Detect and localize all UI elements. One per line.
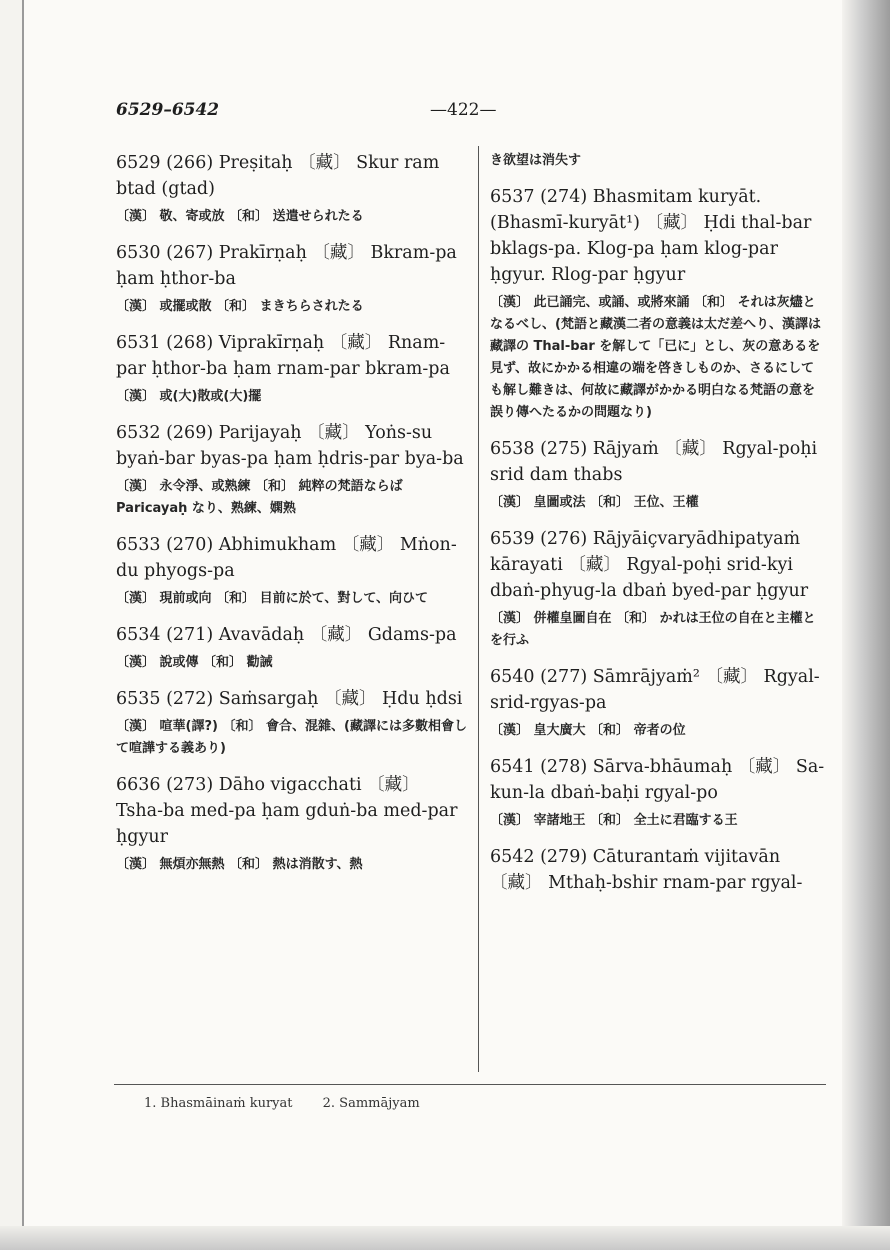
entry-translation: 〔漢〕 無煩亦無熱 〔和〕 熱は消散す、熱	[116, 857, 363, 872]
entry-head: 6534 (271) Avavādaḥ 〔藏〕 Gdams-pa	[116, 625, 457, 645]
dictionary-entry	[490, 526, 826, 652]
entry-translation: 〔漢〕 喧華(譯?) 〔和〕 會合、混雜、(藏譯には多數相會して喧譁する義あり)	[116, 719, 467, 756]
left-column	[116, 150, 468, 888]
page-edge-bottom	[0, 1226, 890, 1250]
column-divider	[478, 146, 479, 1072]
entry-translation: 〔漢〕 說或傳 〔和〕 勸誡	[116, 655, 273, 670]
dictionary-entry	[116, 150, 468, 228]
dictionary-entry	[490, 664, 826, 742]
dictionary-entry	[116, 420, 468, 520]
dictionary-entry	[116, 622, 468, 674]
dictionary-entry	[490, 844, 826, 896]
entry-head: 6531 (268) Viprakīrṇaḥ 〔藏〕 Rnam-par ḥthor-ba ḥam rnam-par bkram-pa	[116, 333, 450, 379]
entry-translation: 〔漢〕 皇圖或法 〔和〕 王位、王權	[490, 495, 699, 510]
page-number: —422—	[430, 100, 497, 120]
dictionary-entry	[116, 240, 468, 318]
page-range-header: 6529–6542	[116, 100, 220, 120]
entry-head: 6533 (270) Abhimukham 〔藏〕 Mṅon-du phyogs-pa	[116, 535, 457, 581]
dictionary-entry	[116, 772, 468, 876]
right-column	[490, 150, 826, 908]
dictionary-entry	[490, 184, 826, 424]
entry-translation: 〔漢〕 宰諸地王 〔和〕 全土に君臨する王	[490, 813, 738, 828]
entry-head: 6532 (269) Parijayaḥ 〔藏〕 Yoṅs-su byaṅ-bar byas-pa ḥam ḥdris-par bya-ba	[116, 423, 464, 469]
entry-head: 6540 (277) Sāmrājyaṁ² 〔藏〕 Rgyal-srid-rgyas-pa	[490, 667, 820, 713]
entry-head: 6538 (275) Rājyaṁ 〔藏〕 Rgyal-poḥi srid dam thabs	[490, 439, 818, 485]
entry-translation: 〔漢〕 此已誦完、或誦、或將來誦 〔和〕 それは灰燼となるべし、(梵語と藏漢二者の意義は太だ差へり、漢譯は藏譯の Thal-bar を解して「已に」とし、灰の意あるを見ず、故にかかる相違の端を啓きしものか、さるにしても解し難きは、何故に藏譯がかかる明白なる梵語の意を誤り傳へたるかの問題なり)	[490, 295, 821, 420]
dictionary-entry	[116, 532, 468, 610]
entry-translation: 〔漢〕 併權皇圖自在 〔和〕 かれは王位の自在と主權とを行ふ	[490, 611, 816, 648]
footnotes	[144, 1096, 446, 1111]
entry-head: 6530 (267) Prakīrṇaḥ 〔藏〕 Bkram-pa ḥam ḥthor-ba	[116, 243, 457, 289]
footnote: 2. Sammājyam	[322, 1096, 420, 1111]
entry-translation: 〔漢〕 敬、寄或放 〔和〕 送遣せられたる	[116, 209, 364, 224]
entry-head: 6535 (272) Saṁsargaḥ 〔藏〕 Ḥdu ḥdsi	[116, 689, 463, 709]
dictionary-entry	[490, 436, 826, 514]
entry-head: 6542 (279) Cāturantaṁ vijitavān 〔藏〕 Mthaḥ-bshir rnam-par rgyal-	[490, 847, 803, 893]
entry-head: 6529 (266) Preṣitaḥ 〔藏〕 Skur ram btad (gtad)	[116, 153, 440, 199]
dictionary-entry	[116, 330, 468, 408]
entry-translation: 〔漢〕 永令淨、或熟練 〔和〕 純粹の梵語ならば Paricayaḥ なり、熟練、嫻熟	[116, 479, 403, 516]
dictionary-entry	[116, 686, 468, 760]
entry-translation: 〔漢〕 皇大廣大 〔和〕 帝者の位	[490, 723, 686, 738]
entry-head: 6636 (273) Dāho vigacchati 〔藏〕 Tsha-ba med-pa ḥam gduṅ-ba med-par ḥgyur	[116, 775, 458, 847]
footnote-rule	[114, 1084, 826, 1085]
entry-translation: き欲望は消失す	[490, 153, 582, 168]
entry-translation: 〔漢〕 或擺或散 〔和〕 まきちらされたる	[116, 299, 364, 314]
entry-head: 6537 (274) Bhasmitam kuryāt. (Bhasmī-kuryāt¹) 〔藏〕 Ḥdi thal-bar bklags-pa. Klog-pa ḥam klog-par ḥgyur. Rlog-par ḥgyur	[490, 187, 812, 285]
entry-head: 6539 (276) Rājyāiçvaryādhipatyaṁ kārayati 〔藏〕 Rgyal-poḥi srid-kyi dbaṅ-phyug-la dbaṅ byed-par ḥgyur	[490, 529, 809, 601]
dictionary-entry	[490, 754, 826, 832]
page-edge-right	[842, 0, 890, 1250]
entry-head: 6541 (278) Sārva-bhāumaḥ 〔藏〕 Sa-kun-la dbaṅ-baḥi rgyal-po	[490, 757, 825, 803]
entry-translation: 〔漢〕 現前或向 〔和〕 目前に於て、對して、向ひて	[116, 591, 429, 606]
dictionary-entry-continued	[490, 150, 826, 172]
entry-translation: 〔漢〕 或(大)散或(大)擺	[116, 389, 262, 404]
footnote: 1. Bhasmāinaṁ kuryat	[144, 1096, 293, 1111]
